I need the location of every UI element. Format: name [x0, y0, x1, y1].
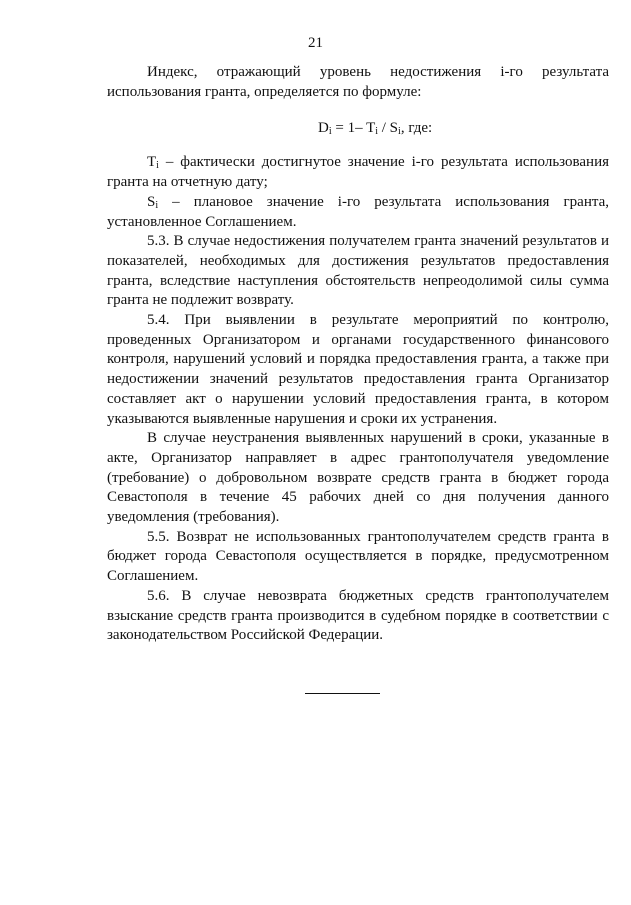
paragraph-si-definition: [107, 193, 609, 232]
document-body: [107, 63, 609, 646]
ti-description: – фактически достигнутое значение i-го результата использования гранта на отчетную дату;: [107, 154, 609, 191]
paragraph-5-4-continued: В случае неустранения выявленных нарушений в сроки, указанные в акте, Организатор направляет в адрес грантополучателя уведомление (требование) о добровольном возврате средств гранта в бюджет города Севастополя в течение 45 рабочих дней со дня получения данного уведомления (требования).: [107, 430, 609, 526]
formula-d-sub: i: [328, 126, 332, 138]
symbol-s-sub: i: [155, 199, 159, 211]
formula-s-sub: i: [398, 126, 401, 138]
formula-eq: = 1– T: [331, 120, 376, 137]
symbol-s: S: [147, 193, 156, 210]
end-of-document-rule: [305, 693, 380, 694]
paragraph-ti-definition: [107, 153, 609, 192]
paragraph-5-3: 5.3. В случае недостижения получателем гранта значений результатов и показателей, необходимых для достижения результатов предоставления гранта, вследствие наступления обстоятельств непреодолимой силы сумма гранта не подлежит возврату.: [107, 233, 609, 309]
formula-t-sub: i: [375, 126, 379, 138]
formula-tail: , где:: [400, 120, 433, 137]
formula-d: D: [318, 120, 329, 137]
formula: [107, 118, 609, 138]
paragraph-5-5: 5.5. Возврат не использованных грантополучателем средств гранта в бюджет города Севастополя осуществляется в порядке, предусмотренном Соглашением.: [107, 528, 609, 585]
symbol-t-sub: i: [156, 160, 159, 172]
paragraph-5-6: 5.6. В случае невозврата бюджетных средств грантополучателем взыскание средств гранта производится в судебном порядке в соответствии с законодательством Российской Федерации.: [107, 587, 609, 644]
si-description: – плановое значение i-го результата использования гранта, установленное Соглашением.: [107, 193, 609, 230]
paragraph-5-4: 5.4. При выявлении в результате мероприятий по контролю, проведенных Организатором и органами государственного финансового контроля, нарушений условий и порядка предоставления гранта, а также при недостижении значений результатов предоставления гранта Организатор составляет акт о нарушении условий предоставления гранта, в котором указываются выявленные нарушения и сроки их устранения.: [107, 312, 609, 427]
page-number: 21: [308, 35, 323, 51]
paragraph-index-intro: Индекс, отражающий уровень недостижения i-го результата использования гранта, определяется по формуле:: [107, 64, 609, 100]
formula-slash: / S: [378, 120, 399, 137]
symbol-t: T: [147, 154, 157, 171]
